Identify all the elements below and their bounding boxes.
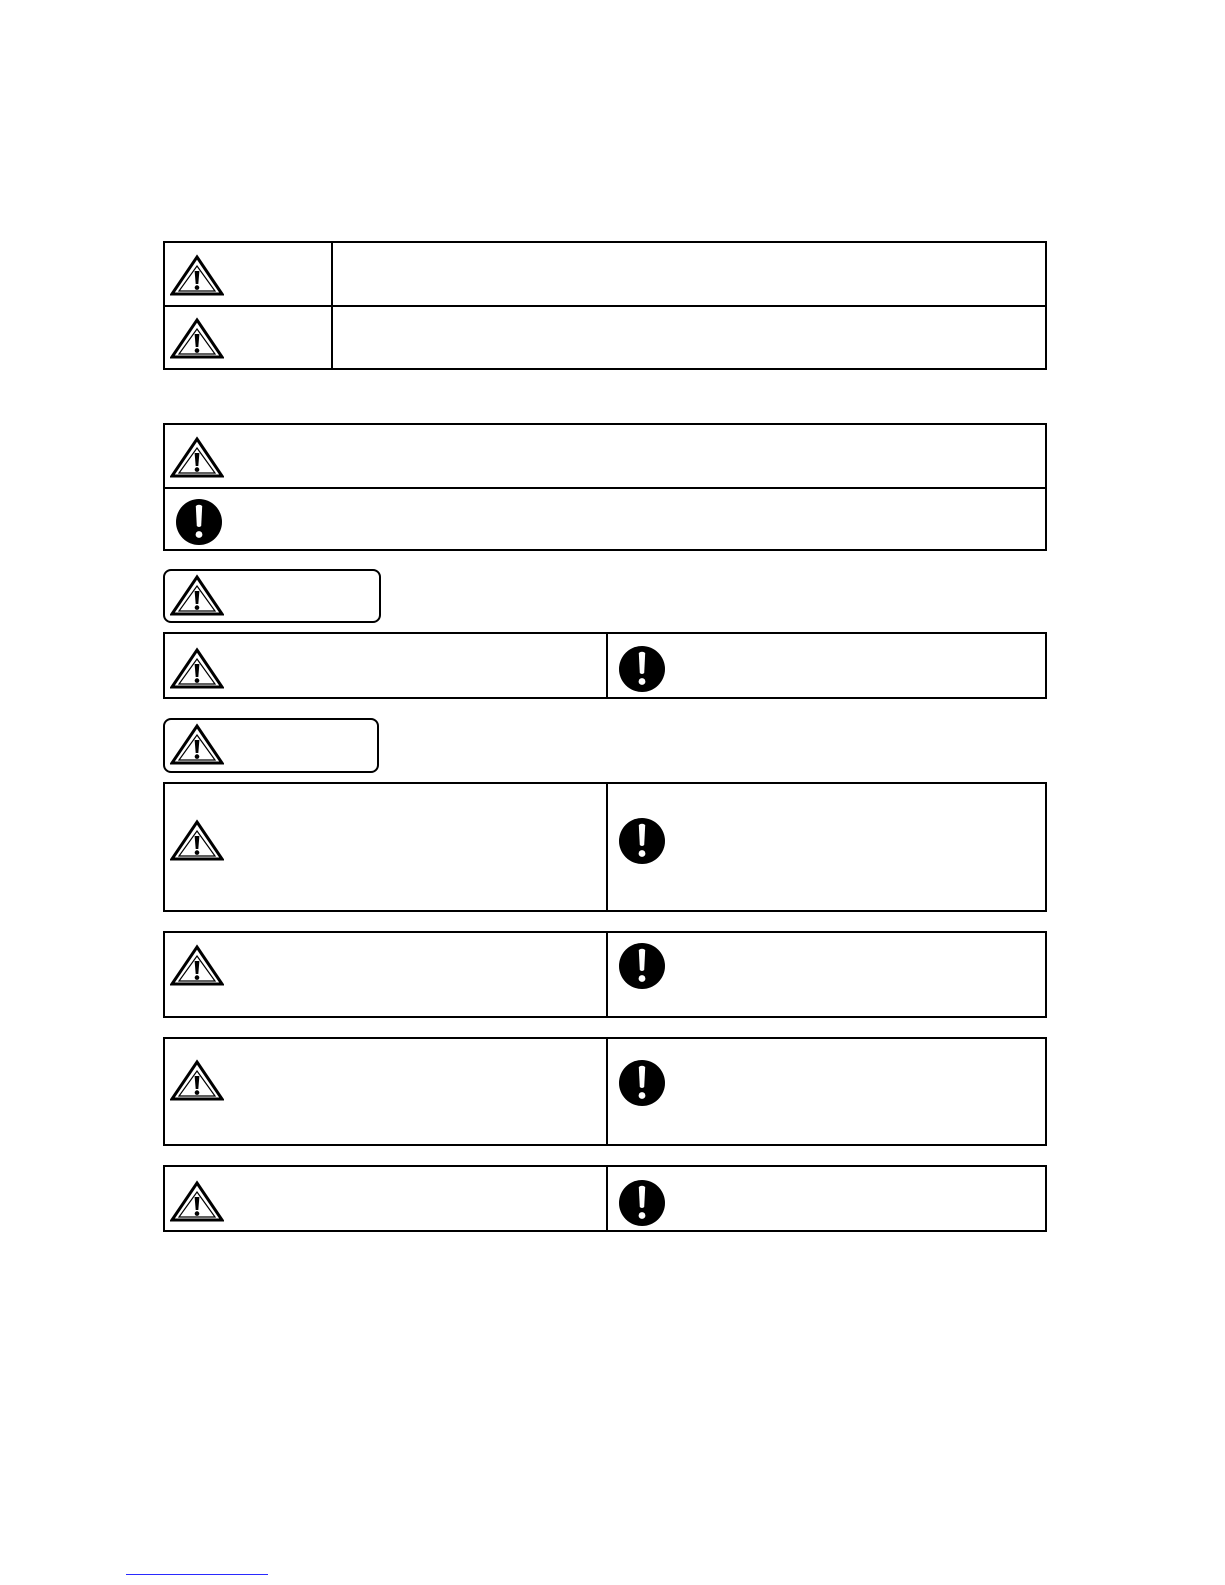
signal-word-legend-table xyxy=(163,241,1047,370)
legend-row-divider xyxy=(165,305,1045,307)
footer-link-underline xyxy=(126,1574,268,1575)
section-1-item-1 xyxy=(163,632,1047,699)
mandatory-action-icon xyxy=(618,1179,666,1227)
warning-triangle-icon xyxy=(170,436,224,478)
warning-triangle-icon xyxy=(170,944,224,986)
warning-triangle-icon xyxy=(170,819,224,861)
item-column-divider xyxy=(606,634,608,697)
warning-triangle-icon xyxy=(170,647,224,689)
symbol-row-divider xyxy=(165,487,1045,489)
symbol-legend-table xyxy=(163,423,1047,551)
mandatory-action-icon xyxy=(618,1059,666,1107)
section-2-item-3 xyxy=(163,1037,1047,1146)
warning-triangle-icon xyxy=(170,574,224,616)
warning-triangle-icon xyxy=(170,317,224,359)
section-1-header xyxy=(163,569,381,623)
section-2-item-1 xyxy=(163,782,1047,912)
mandatory-action-icon xyxy=(175,498,223,546)
item-column-divider xyxy=(606,784,608,910)
section-2-item-4 xyxy=(163,1165,1047,1232)
section-2-item-2 xyxy=(163,931,1047,1018)
warning-triangle-icon xyxy=(170,1059,224,1101)
mandatory-action-icon xyxy=(618,645,666,693)
mandatory-action-icon xyxy=(618,817,666,865)
item-column-divider xyxy=(606,933,608,1016)
warning-triangle-icon xyxy=(170,254,224,296)
mandatory-action-icon xyxy=(618,942,666,990)
item-column-divider xyxy=(606,1167,608,1230)
section-2-header xyxy=(163,718,379,773)
warning-triangle-icon xyxy=(170,723,224,765)
warning-triangle-icon xyxy=(170,1180,224,1222)
item-column-divider xyxy=(606,1039,608,1144)
